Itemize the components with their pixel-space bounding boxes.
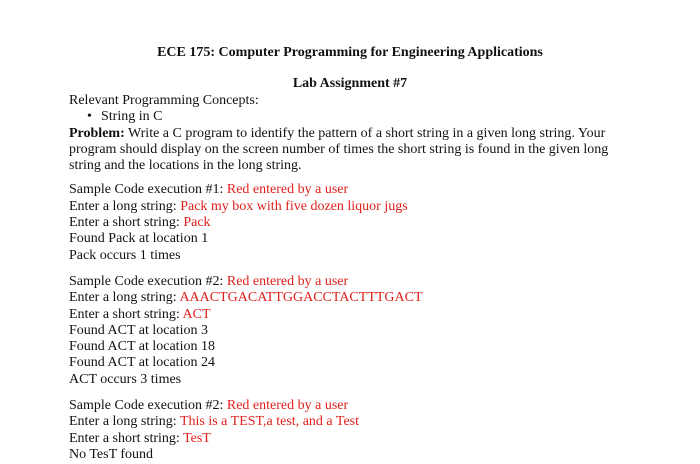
long-string-line [69,199,629,215]
short-prompt: Enter a short string: [69,306,180,322]
concepts-heading: Relevant Programming Concepts: [69,93,259,108]
short-input: ACT [182,306,211,322]
output-line: No TesT found [69,446,154,462]
sample-note: Red entered by a user [226,182,349,198]
output-line: Found ACT at location 18 [69,339,215,355]
long-input: This is a TEST,a test, and a Test [179,414,359,430]
problem-label: Problem: [69,125,125,141]
short-prompt: Enter a short string: [69,215,180,231]
concepts-list-item [69,109,629,125]
output-line: Found ACT at location 3 [69,322,208,338]
short-input: Pack [183,215,211,231]
long-input: AAACTGACATTGGACCTACTTTGACT [179,290,423,306]
assignment-title: Lab Assignment #7 [292,76,408,91]
sample-heading [69,274,629,290]
sample-note: Red entered by a user [226,398,349,414]
long-string-line [69,414,629,430]
sample-heading [69,182,629,198]
problem-text: Write a C program to identify the pattern of a short string in a given long string. Your program should display on the screen number of times the short string is found in the given long string and the locations in the long string. [69,125,609,174]
long-prompt: Enter a long string: [69,198,177,214]
long-input: Pack my box with five dozen liquor jugs [180,198,408,214]
long-prompt: Enter a long string: [69,290,177,306]
sample-heading [69,398,629,414]
short-string-line [69,307,629,323]
short-input: TesT [183,430,211,446]
sample-block-1 [69,182,629,263]
short-string-line [69,215,629,231]
sample-heading-text: Sample Code execution #2: [69,398,224,414]
sample-block-2 [69,274,629,388]
output-line: Found ACT at location 24 [69,355,215,371]
sample-heading-text: Sample Code execution #1: [69,182,224,198]
concept-text: String in C [101,109,163,125]
output-line: Pack occurs 1 times [69,247,181,263]
bullet-icon: • [87,109,92,125]
output-line: Found Pack at location 1 [69,231,209,247]
short-prompt: Enter a short string: [69,430,180,446]
output-line: ACT occurs 3 times [69,371,182,387]
course-title: ECE 175: Computer Programming for Engineering Applications [157,45,543,60]
long-string-line [69,290,629,306]
problem-statement [69,126,629,175]
sample-heading-text: Sample Code execution #2: [69,273,224,289]
sample-block-3 [69,398,629,463]
document-body [69,93,629,463]
sample-note: Red entered by a user [226,273,349,289]
short-string-line [69,431,629,447]
long-prompt: Enter a long string: [69,414,177,430]
